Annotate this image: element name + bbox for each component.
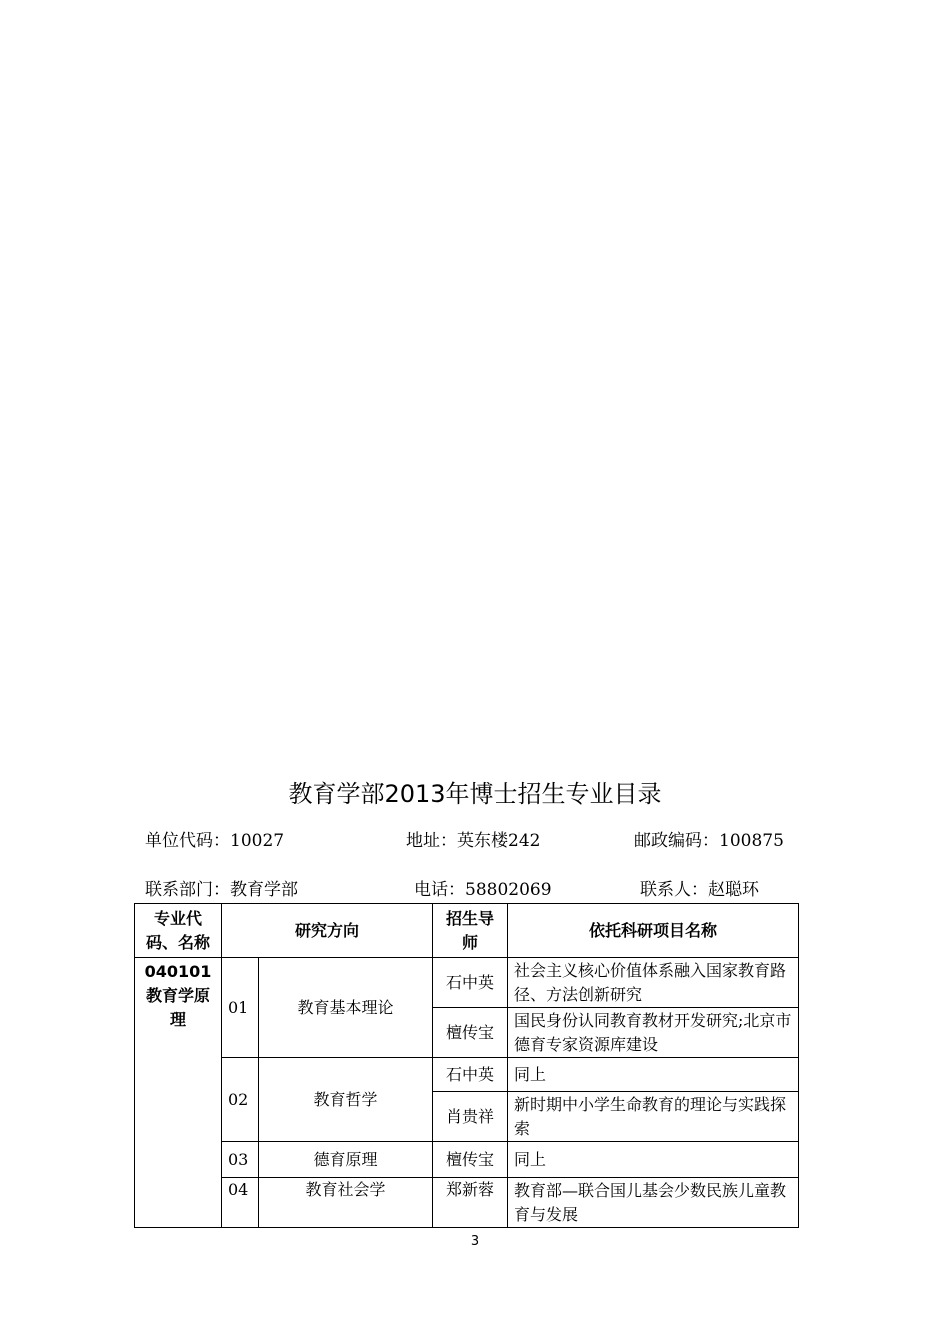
major-cell [135,958,222,1228]
direction-number: 04 [222,1178,259,1228]
advisor-name: 檀传宝 [433,1142,508,1178]
direction-number: 03 [222,1142,259,1178]
address: 地址：英东楼242 [406,831,541,851]
direction-name: 教育社会学 [259,1178,433,1228]
direction-name: 德育原理 [259,1142,433,1178]
contact-person: 联系人：赵聪环 [640,880,759,900]
table-header-row [135,904,799,958]
contact-department: 联系部门：教育学部 [145,880,298,900]
direction-number: 01 [222,958,259,1058]
header-advisor: 招生导师 [433,904,508,958]
project-name: 新时期中小学生命教育的理论与实践探索 [508,1092,799,1142]
project-name: 同上 [508,1058,799,1092]
major-code: 040101 [144,962,212,981]
advisor-name: 檀传宝 [433,1008,508,1058]
unit-code: 单位代码：10027 [145,831,285,851]
page-number: 3 [470,1234,480,1249]
project-name: 同上 [508,1142,799,1178]
table-row [135,1178,799,1228]
advisor-name: 肖贵祥 [433,1092,508,1142]
header-project: 依托科研项目名称 [508,904,799,958]
project-name: 社会主义核心价值体系融入国家教育路径、方法创新研究 [508,958,799,1008]
postcode: 邮政编码：100875 [634,831,784,851]
advisor-name: 石中英 [433,958,508,1008]
advisor-name: 石中英 [433,1058,508,1092]
direction-name: 教育基本理论 [259,958,433,1058]
project-name: 国民身份认同教育教材开发研究;北京市德育专家资源库建设 [508,1008,799,1058]
header-direction: 研究方向 [222,904,433,958]
page-title: 教育学部2013年博士招生专业目录 [288,780,662,808]
table-row [135,1142,799,1178]
major-name: 教育学原理 [145,986,210,1029]
catalog-table [134,903,799,1228]
direction-name: 教育哲学 [259,1058,433,1142]
phone: 电话：58802069 [414,880,552,900]
project-name: 教育部—联合国儿基会少数民族儿童教育与发展 [508,1178,799,1228]
table-row [135,1058,799,1092]
table-row [135,958,799,1008]
header-major: 专业代码、名称 [135,904,222,958]
direction-number: 02 [222,1058,259,1142]
advisor-name: 郑新蓉 [433,1178,508,1228]
